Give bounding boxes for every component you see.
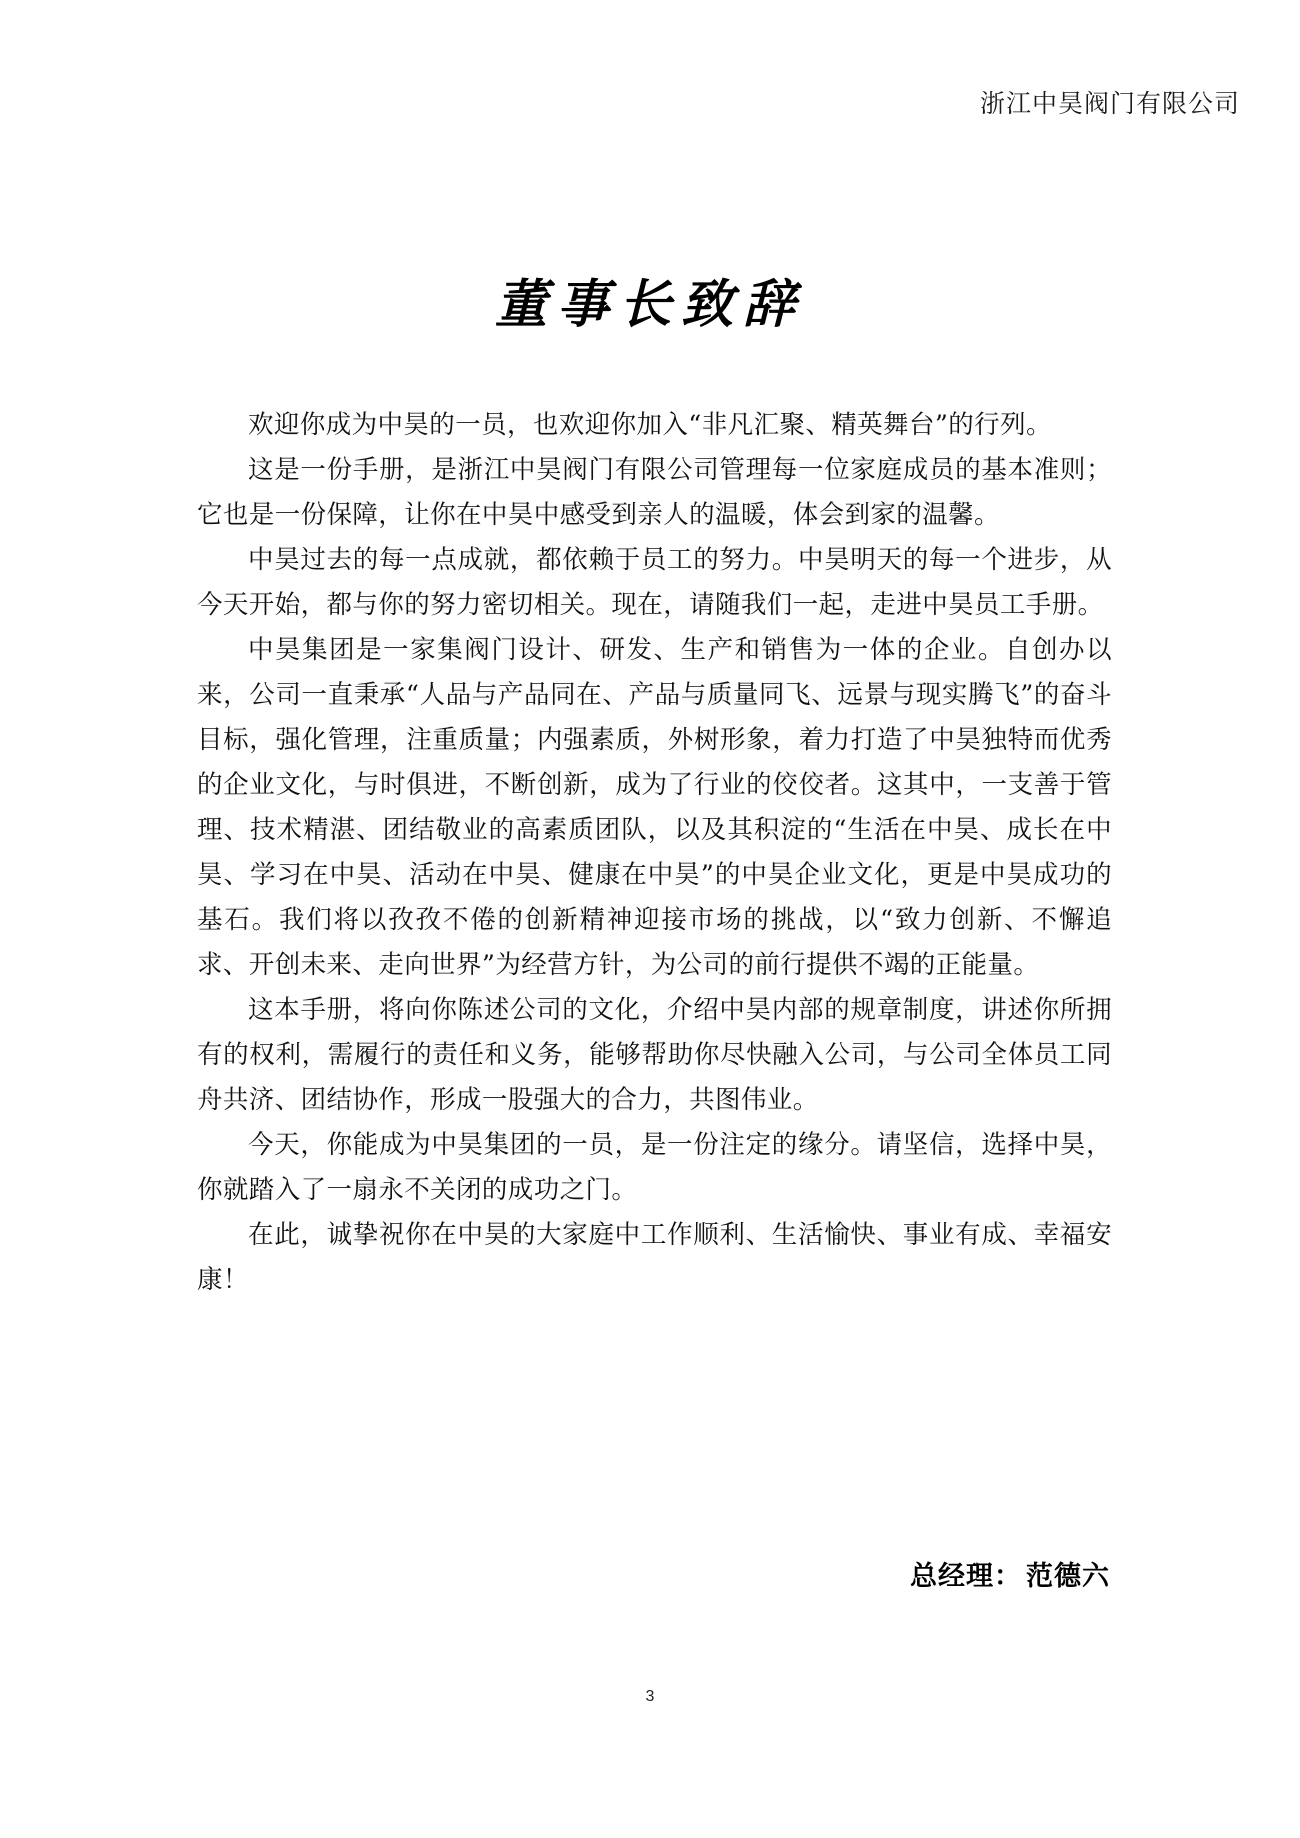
paragraph-company-intro: 中昊集团是一家集阀门设计、研发、生产和销售为一体的企业。自创办以来，公司一直秉承“人品与产品同在、产品与质量同飞、远景与现实腾飞”的奋斗目标，强化管理，注重质量；内强素质，外树形象，着力打造了中昊独特而优秀的企业文化，与时俱进，不断创新，成为了行业的佼佼者。这其中，一支善于管理、技术精湛、团结敬业的高素质团队，以及其积淀的“生活在中昊、成长在中昊、学习在中昊、活动在中昊、健康在中昊”的中昊企业文化，更是中昊成功的基石。我们将以孜孜不倦的创新精神迎接市场的挑战，以“致力创新、不懈追求、开创未来、走向世界”为经营方针，为公司的前行提供不竭的正能量。 [197, 635, 1112, 980]
company-header: 浙江中昊阀门有限公司 [979, 89, 1240, 118]
paragraph-handbook-content: 这本手册，将向你陈述公司的文化，介绍中昊内部的规章制度，讲述你所拥有的权利，需履行的责任和义务，能够帮助你尽快融入公司，与公司全体员工同舟共济、团结协作，形成一股强大的合力，共图伟业。 [197, 995, 1112, 1115]
page-number: 3 [645, 1688, 655, 1705]
paragraph-achievements: 中昊过去的每一点成就，都依赖于员工的努力。中昊明天的每一个进步，从今天开始，都与你的努力密切相关。现在，请随我们一起，走进中昊员工手册。 [197, 545, 1112, 620]
signature-block [910, 1554, 1110, 1593]
paragraph-welcome: 欢迎你成为中昊的一员，也欢迎你加入“非凡汇聚、精英舞台”的行列。 [248, 410, 1052, 440]
page-title: 董事长致辞 [494, 274, 805, 335]
paragraph-handbook-purpose: 这是一份手册，是浙江中昊阀门有限公司管理每一位家庭成员的基本准则；它也是一份保障，让你在中昊中感受到亲人的温暖，体会到家的温馨。 [197, 455, 1112, 530]
signature-name: 范德六 [1026, 1561, 1110, 1592]
paragraph-destiny: 今天，你能成为中昊集团的一员，是一份注定的缘分。请坚信，选择中昊，你就踏入了一扇永不关闭的成功之门。 [197, 1130, 1112, 1205]
signature-label: 总经理： [910, 1561, 1022, 1592]
paragraph-wishes: 在此，诚挚祝你在中昊的大家庭中工作顺利、生活愉快、事业有成、幸福安康！ [197, 1220, 1112, 1295]
speech-body [197, 403, 1112, 1303]
